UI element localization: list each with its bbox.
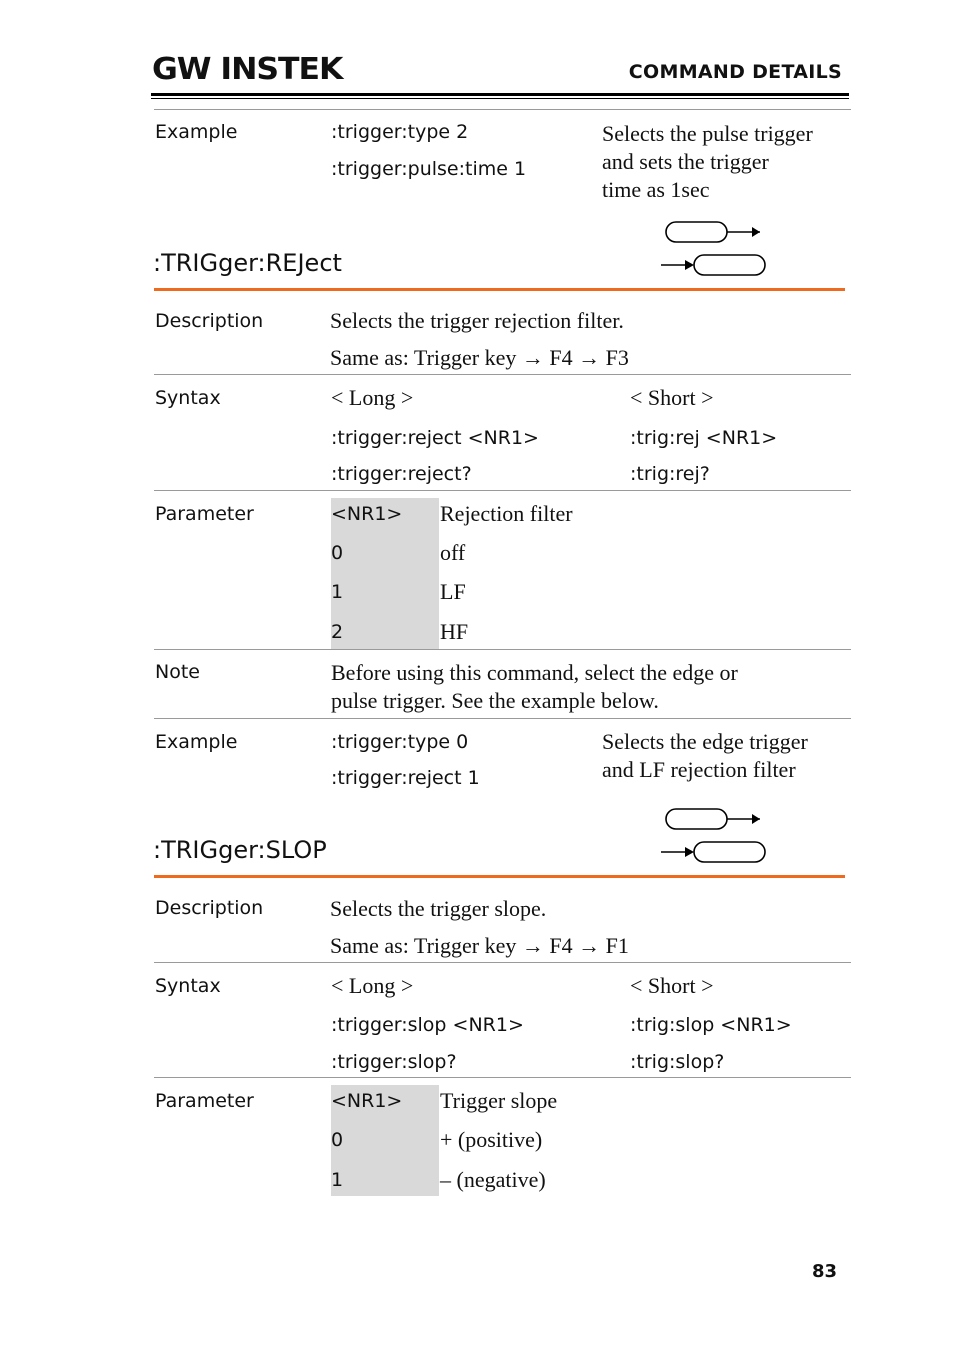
divider — [154, 649, 851, 650]
syntax-long-command: :trigger:slop? — [331, 1051, 457, 1073]
divider — [154, 718, 851, 719]
divider — [154, 490, 851, 491]
header-rule-thick — [151, 93, 849, 96]
note-label: Note — [155, 661, 200, 683]
title-underline — [154, 288, 845, 291]
example-label: Example — [155, 731, 238, 753]
syntax-label: Syntax — [155, 975, 221, 997]
parameter-value: 0 — [331, 1129, 344, 1151]
parameter-header-type: <NR1> — [331, 503, 403, 525]
page-number: 83 — [812, 1261, 838, 1282]
divider — [154, 962, 851, 963]
divider — [154, 109, 851, 110]
syntax-short-header: < Short > — [630, 385, 714, 410]
example-label: Example — [155, 121, 238, 143]
description-text: Selects the trigger rejection filter. — [330, 308, 624, 333]
description-text: Same as: Trigger key → F4 → F3 — [330, 345, 629, 370]
note-text: Before using this command, select the edge or pulse trigger. See the example below. — [331, 660, 738, 713]
syntax-long-command: :trigger:slop <NR1> — [331, 1014, 524, 1036]
header-rule-thin — [151, 98, 849, 99]
syntax-long-command: :trigger:reject? — [331, 463, 472, 485]
parameter-meaning: – (negative) — [440, 1167, 546, 1192]
set-query-icon — [660, 806, 770, 866]
parameter-meaning: HF — [440, 619, 469, 644]
description-text: Selects the trigger slope. — [330, 896, 547, 921]
example-description: Selects the pulse trigger and sets the trigger time as 1sec — [602, 121, 813, 202]
syntax-long-command: :trigger:reject <NR1> — [331, 427, 539, 449]
set-query-icon — [660, 219, 770, 279]
divider — [154, 374, 851, 375]
syntax-long-header: < Long > — [331, 973, 414, 998]
parameter-label: Parameter — [155, 503, 254, 525]
parameter-header-type: <NR1> — [331, 1090, 403, 1112]
example-command: :trigger:type 0 — [331, 731, 469, 753]
example-command: :trigger:reject 1 — [331, 767, 480, 789]
parameter-meaning: + (positive) — [440, 1127, 543, 1152]
section-label: COMMAND DETAILS — [628, 61, 842, 83]
syntax-short-header: < Short > — [630, 973, 714, 998]
example-command: :trigger:type 2 — [331, 121, 469, 143]
parameter-label: Parameter — [155, 1090, 254, 1112]
parameter-header-desc: Rejection filter — [440, 501, 573, 526]
parameter-value: 1 — [331, 1169, 344, 1191]
example-command: :trigger:pulse:time 1 — [331, 158, 527, 180]
brand-logo: GW INSTEK — [152, 52, 343, 87]
parameter-header-desc: Trigger slope — [440, 1088, 558, 1113]
description-text: Same as: Trigger key → F4 → F1 — [330, 933, 629, 958]
divider — [154, 1077, 851, 1078]
syntax-long-header: < Long > — [331, 385, 414, 410]
parameter-value: 2 — [331, 621, 344, 643]
description-label: Description — [155, 310, 264, 332]
description-label: Description — [155, 897, 264, 919]
syntax-short-command: :trig:slop <NR1> — [630, 1014, 792, 1036]
parameter-value: 1 — [331, 581, 344, 603]
syntax-short-command: :trig:slop? — [630, 1051, 725, 1073]
parameter-meaning: off — [440, 540, 466, 565]
command-title: :TRIGger:REJect — [153, 249, 342, 277]
syntax-short-command: :trig:rej? — [630, 463, 710, 485]
command-title: :TRIGger:SLOP — [153, 836, 327, 864]
example-description: Selects the edge trigger and LF rejection filter — [602, 729, 808, 782]
title-underline — [154, 875, 845, 878]
syntax-short-command: :trig:rej <NR1> — [630, 427, 778, 449]
parameter-meaning: LF — [440, 579, 466, 604]
syntax-label: Syntax — [155, 387, 221, 409]
parameter-value: 0 — [331, 542, 344, 564]
